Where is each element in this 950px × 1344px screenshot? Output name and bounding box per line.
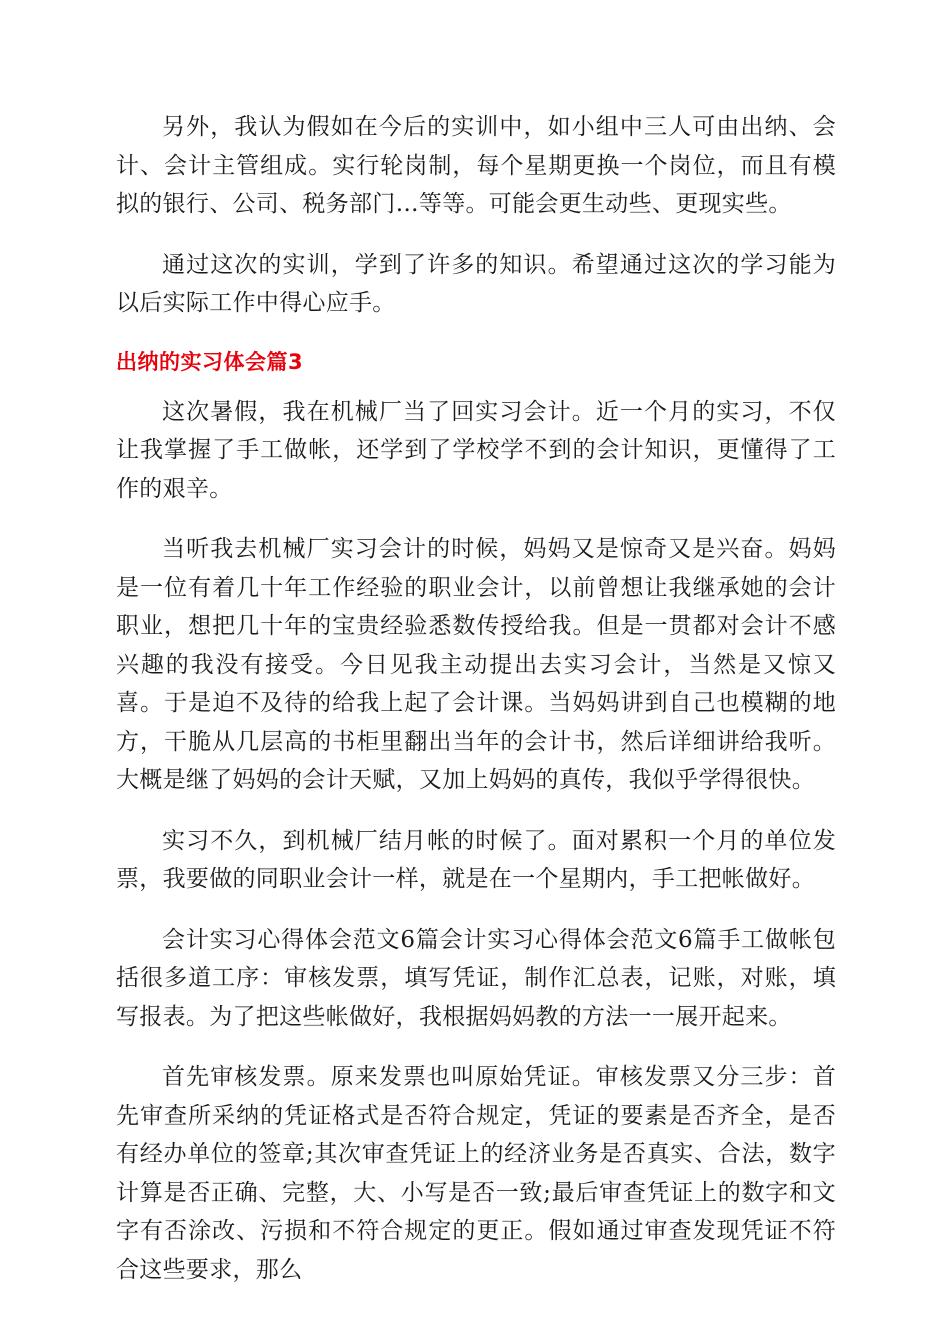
paragraph-7: 首先审核发票。原来发票也叫原始凭证。审核发票又分三步：首先审查所采纳的凭证格式是否符合规定，凭证的要素是否齐全，是否有经办单位的签章;其次审查凭证上的经济业务是否真实、合法，数字计算是否正确、完整，大、小写是否一致;最后审查凭证上的数字和文字有否涂改、污损和不符合规定的更正。假如通过审查发现凭证不符合这些要求，那么 [116, 1064, 836, 1283]
paragraph-5: 实习不久，到机械厂结月帐的时候了。面对累积一个月的单位发票，我要做的同职业会计一样，就是在一个星期内，手工把帐做好。 [116, 827, 836, 892]
paragraph-2: 通过这次的实训，学到了许多的知识。希望通过这次的学习能为以后实际工作中得心应手。 [116, 251, 836, 316]
section-heading: 出纳的实习体会篇3 [116, 349, 304, 374]
paragraph-3: 这次暑假，我在机械厂当了回实习会计。近一个月的实习，不仅让我掌握了手工做帐，还学到了学校学不到的会计知识，更懂得了工作的艰辛。 [116, 398, 836, 502]
document-page [116, 108, 836, 1289]
paragraph-6: 会计实习心得体会范文6篇会计实习心得体会范文6篇手工做帐包括很多道工序：审核发票，填写凭证，制作汇总表，记账，对账，填写报表。为了把这些帐做好，我根据妈妈教的方法一一展开起来。 [116, 926, 836, 1030]
paragraph-4: 当听我去机械厂实习会计的时候，妈妈又是惊奇又是兴奋。妈妈是一位有着几十年工作经验的职业会计，以前曾想让我继承她的会计职业，想把几十年的宝贵经验悉数传授给我。但是一贯都对会计不感兴趣的我没有接受。今日见我主动提出去实习会计，当然是又惊又喜。于是迫不及待的给我上起了会计课。当妈妈讲到自己也模糊的地方，干脆从几层高的书柜里翻出当年的会计书，然后详细讲给我听。大概是继了妈妈的会计天赋，又加上妈妈的真传，我似乎学得很快。 [116, 536, 836, 793]
paragraph-1: 另外，我认为假如在今后的实训中，如小组中三人可由出纳、会计、会计主管组成。实行轮岗制，每个星期更换一个岗位，而且有模拟的银行、公司、税务部门…等等。可能会更生动些、更现实些。 [116, 114, 836, 217]
